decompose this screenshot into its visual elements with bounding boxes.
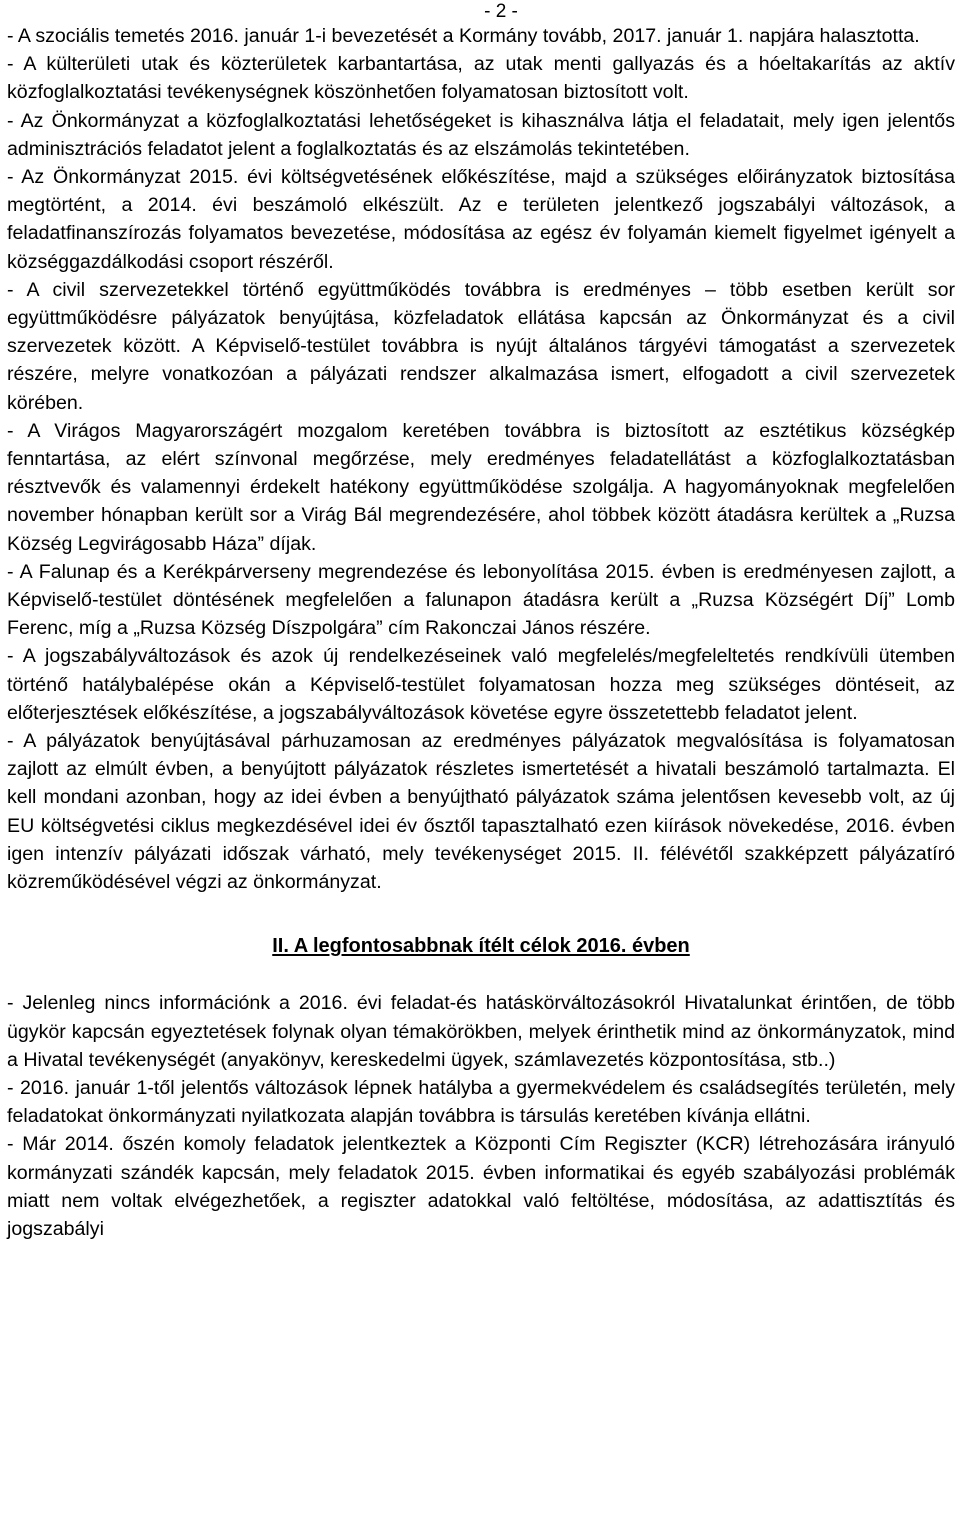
paragraph-kulteruleti-utak: - A külterületi utak és közterületek karbantartása, az utak menti gallyazás és a hóeltakarítás az aktív közfoglalkoztatási tevékenységnek köszönhetően folyamatosan biztosított volt. — [7, 53, 955, 104]
document-page — [7, 0, 955, 1243]
section-heading-text: II. A legfontosabbnak ítélt célok 2016. évben — [272, 935, 690, 958]
paragraph-falunap: - A Falunap és a Kerékpárverseny megrendezése és lebonyolítása 2015. évben is eredményesen zajlott, a Képviselő-testület döntésének megfelelően a falunapon átadásra került a „Ruzsa Községért Díj” Lomb Ferenc, míg a „Ruzsa Község Díszpolgára” cím Rakonczai János részére. — [7, 560, 955, 640]
paragraph-viragos-magyarorszag: - A Virágos Magyarországért mozgalom keretében továbbra is biztosított az esztétikus községkép fenntartása, az elért színvonal megőrzése, mely eredményes feladatellátást a közfoglalkoztatásban résztvevők és valamennyi érdekelt hatékony együttműködése szolgálja. A hagyományoknak megfelelően november hónapban került sor a Virág Bál megrendezésére, ahol többek között átadásra kerültek a „Ruzsa Község Legvirágosabb Háza” díjak. — [7, 419, 955, 555]
section-heading — [7, 932, 955, 960]
paragraph-szocialis-temetes: - A szociális temetés 2016. január 1-i bevezetését a Kormány tovább, 2017. január 1. napjára halasztotta. — [7, 25, 920, 47]
paragraph-civil-szervezetek: - A civil szervezetekkel történő együttműködés továbbra is eredményes – több esetben került sor együttműködésre pályázatok benyújtása, közfeladatok ellátása kapcsán az Önkormányzat és a civil szervezetek között. A Képviselő-testület továbbra is nyújt általános tárgyévi támogatást a szervezetek részére, melyre vonatkozóan a pályázati rendszer alkalmazása ismert, elfogadott a civil szervezetek körében. — [7, 278, 955, 414]
paragraph-cim-regiszter: - Már 2014. őszén komoly feladatok jelentkeztek a Központi Cím Regiszter (KCR) létrehozására irányuló kormányzati szándék kapcsán, mely feladatok 2015. évben informatikai és egyéb szabályozási problémák miatt nem voltak elvégezhetőek, a regiszter adatokkal való feltöltése, módosítása, az adattisztítás és jogszabályi — [7, 1133, 955, 1240]
paragraph-gyermekvedelem: - 2016. január 1-től jelentős változások lépnek hatályba a gyermekvédelem és családsegítés területén, mely feladatokat önkormányzati nyilatkozata alapján továbbra is társulás keretében kívánja ellátni. — [7, 1076, 955, 1128]
paragraph-jogszabalyvaltozasok: - A jogszabályváltozások és azok új rendelkezéseinek való megfelelés/megfeleltetés rendkívüli ütemben történő hatálybalépése okán a Képviselő-testület folyamatosan hozza meg szükséges döntéseit, az előterjesztések előkészítése, a jogszabályváltozások követése egyre összetettebb feladatot jelent. — [7, 645, 955, 724]
paragraph-kozfoglalkoztatas: - Az Önkormányzat a közfoglalkoztatási lehetőségeket is kihasználva látja el feladatait, mely igen jelentős adminisztrációs feladatot jelent a foglalkoztatás és az elszámolás tekintetében. — [7, 109, 955, 160]
paragraph-koltsegvetes: - Az Önkormányzat 2015. évi költségvetésének előkészítése, majd a szükséges előirányzatok biztosítása megtörtént, a 2014. évi beszámoló elkészült. Az e területen jelentkező jogszabályi változások, a feladatfinanszírozás folyamatos bevezetése, módosítása az egész év folyamán kiemelt figyelmet igényelt a községgazdálkodási csoport részéről. — [7, 166, 955, 273]
paragraph-hataskorvaltozasok: - Jelenleg nincs információnk a 2016. évi feladat-és hatáskörváltozásokról Hivatalunkat érintően, de több ügykör kapcsán egyeztetések folynak olyan témakörökben, melyek érinthetik mind az önkormányzatok, mind a Hivatal tevékenységét (anyakönyv, kereskedelmi ügyek, számlavezetés központosítása, stb..) — [7, 992, 955, 1071]
paragraph-palyazatok: - A pályázatok benyújtásával párhuzamosan az eredményes pályázatok megvalósítása is folyamatosan zajlott az elmúlt évben, a benyújtott pályázatok részletes ismertetését a hivatali beszámoló tartalmazta. El kell mondani azonban, hogy az idei évben a benyújtható pályázatok száma jelentősen kevesebb volt, az új EU költségvetési ciklus megkezdésével idei év ősztől tapasztalható ezen kiírások növekedése, 2016. évben igen intenzív pályázati időszak várható, mely tevékenységet 2015. II. félévétől szakképzett pályázatíró közreműködésével végzi az önkormányzat. — [7, 730, 955, 894]
page-number: - 2 - — [484, 1, 518, 22]
